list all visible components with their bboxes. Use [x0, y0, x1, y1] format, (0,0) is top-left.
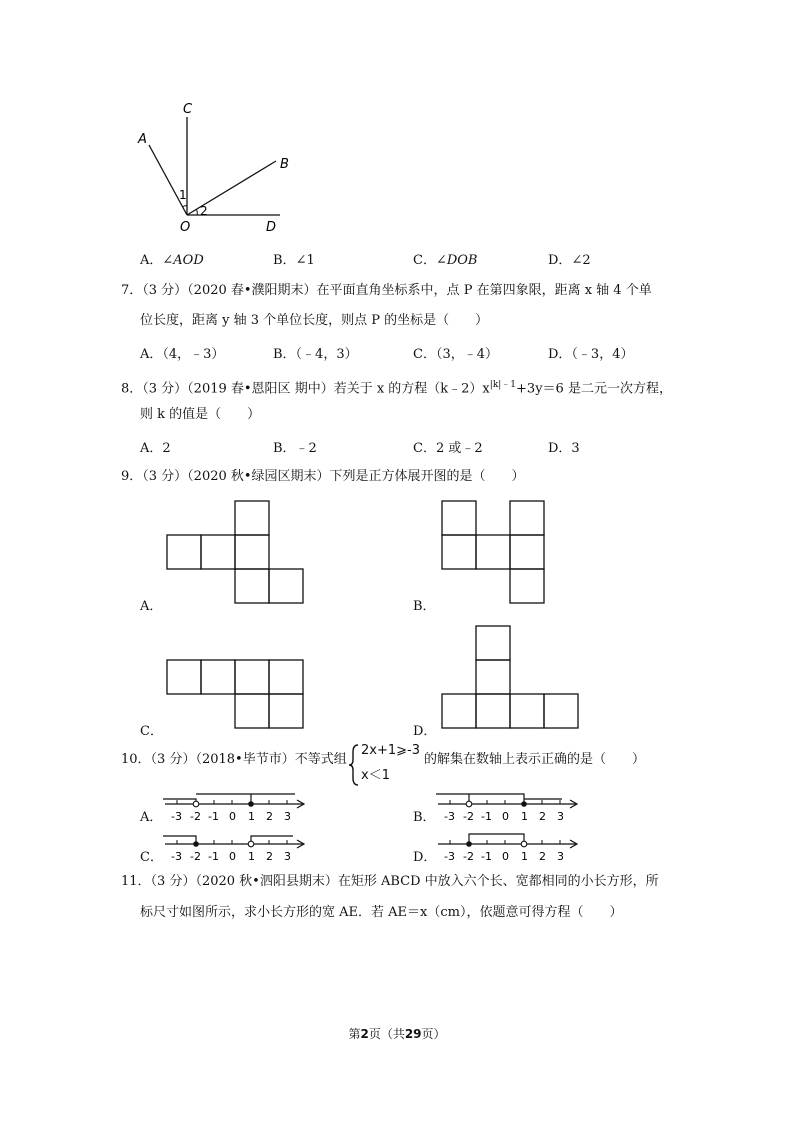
q9-label-a: A．: [140, 599, 163, 614]
svg-text:3: 3: [284, 850, 291, 863]
open-point-d: [521, 841, 527, 847]
svg-text:2: 2: [266, 810, 273, 823]
svg-text:-2: -2: [463, 810, 474, 823]
q6-option-c: C．∠DOB: [413, 253, 478, 268]
svg-text:2: 2: [266, 850, 273, 863]
q8-option-a: A．2: [140, 441, 171, 456]
svg-text:-1: -1: [208, 810, 219, 823]
svg-text:-1: -1: [481, 810, 492, 823]
q7-option-a: A．（4，﹣3）: [140, 347, 225, 362]
label-2: 2: [200, 204, 208, 218]
svg-text:-1: -1: [208, 850, 219, 863]
solution-bracket-a: [163, 794, 295, 804]
svg-text:2: 2: [539, 850, 546, 863]
q11-line1: 11．（3 分）（2020 秋•泗阳县期末）在矩形 ABCD 中放入六个长、宽都相同的小长方形，所: [121, 874, 659, 889]
q10-prefix: 10．（3 分）（2018•毕节市）不等式组: [121, 752, 347, 767]
solution-bracket-d: [469, 834, 524, 844]
open-point-c: [248, 841, 254, 847]
q10-label-c: C．: [140, 850, 163, 865]
label-1: 1: [179, 188, 187, 202]
q10-inequality-1: 2x+1⩾-3: [361, 743, 420, 758]
q8-suffix: +3y＝6 是二元一次方程，: [516, 381, 672, 397]
cube-net-c: [166, 659, 306, 731]
svg-text:3: 3: [557, 850, 564, 863]
q8-prefix: 8．（3 分）（2019 春•恩阳区 期中）若关于 x 的方程（k﹣2）x: [121, 381, 490, 397]
q8-line1: [121, 374, 672, 400]
svg-text:0: 0: [502, 810, 509, 823]
page-total: 29: [404, 1027, 422, 1041]
number-line-b: [436, 790, 581, 822]
svg-text:0: 0: [229, 810, 236, 823]
svg-text:2: 2: [539, 810, 546, 823]
label-b: B: [280, 157, 289, 172]
number-line-a: [163, 790, 308, 822]
svg-text:0: 0: [229, 850, 236, 863]
svg-text:3: 3: [557, 810, 564, 823]
q9-label-b: B．: [413, 599, 436, 614]
q8-exponent: |k|﹣1: [489, 380, 517, 390]
q6-option-d: D．∠2: [548, 253, 591, 268]
q8-option-c: C．2 或﹣2: [413, 441, 483, 456]
q8-line2: 则 k 的值是（ ）: [140, 407, 261, 422]
closed-point-a: [248, 801, 254, 807]
svg-text:-3: -3: [171, 850, 182, 863]
label-d: D: [266, 220, 277, 235]
closed-point-b: [521, 801, 527, 807]
cube-net-b: [441, 500, 551, 605]
number-line-c: [163, 830, 308, 862]
angle-figure: [130, 95, 300, 240]
q9-label-c: C．: [140, 724, 163, 739]
cube-net-a: [166, 500, 306, 605]
q6-option-a: A．∠AOD: [140, 253, 204, 268]
q10-label-b: B．: [413, 810, 436, 825]
number-line-d: [436, 830, 581, 862]
open-point-b: [466, 801, 472, 807]
q10-suffix: 的解集在数轴上表示正确的是（ ）: [424, 752, 646, 767]
q7-option-d: D．（﹣3，4）: [548, 347, 634, 362]
svg-text:-3: -3: [444, 810, 455, 823]
svg-text:1: 1: [521, 810, 528, 823]
svg-text:-2: -2: [190, 850, 201, 863]
svg-text:-2: -2: [190, 810, 201, 823]
svg-text:-3: -3: [444, 850, 455, 863]
q8-option-b: B．﹣2: [273, 441, 317, 456]
q7-option-c: C．（3，﹣4）: [413, 347, 498, 362]
closed-point-c: [193, 841, 199, 847]
q7-option-b: B．（﹣4，3）: [273, 347, 358, 362]
page-footer: 第2页（共29页）: [348, 1027, 446, 1041]
svg-text:-3: -3: [171, 810, 182, 823]
q7-line2: 位长度，距离 y 轴 3 个单位长度，则点 P 的坐标是（ ）: [140, 313, 489, 328]
ray-oa: [149, 145, 187, 215]
cube-net-d: [441, 625, 581, 730]
label-a: A: [138, 132, 147, 147]
q6-option-b: B．∠1: [273, 253, 315, 268]
q7-line1: 7．（3 分）（2020 春•濮阳期末）在平面直角坐标系中，点 P 在第四象限，距离 x 轴 4 个单: [121, 283, 652, 298]
svg-text:-1: -1: [481, 850, 492, 863]
svg-text:1: 1: [521, 850, 528, 863]
label-c: C: [183, 102, 193, 117]
q9-label-d: D．: [413, 724, 437, 739]
q10-brace: [348, 744, 360, 786]
q10-label-d: D．: [413, 850, 437, 865]
q9-line1: 9．（3 分）（2020 秋•绿园区期末）下列是正方体展开图的是（ ）: [121, 469, 525, 484]
label-o: O: [180, 220, 191, 235]
solution-bracket-b: [436, 794, 562, 804]
solution-bracket-c: [163, 836, 293, 844]
svg-text:1: 1: [248, 810, 255, 823]
svg-text:0: 0: [502, 850, 509, 863]
svg-text:1: 1: [248, 850, 255, 863]
q10-label-a: A．: [140, 810, 163, 825]
page-number: 2: [360, 1027, 369, 1041]
q10-inequality-2: x＜1: [361, 768, 390, 783]
closed-point-d: [466, 841, 472, 847]
open-point-a: [193, 801, 199, 807]
svg-text:3: 3: [284, 810, 291, 823]
q11-line2: 标尺寸如图所示，求小长方形的宽 AE．若 AE＝x（cm），依题意可得方程（ ）: [140, 905, 623, 920]
svg-text:-2: -2: [463, 850, 474, 863]
q8-option-d: D．3: [548, 441, 580, 456]
angle-2-arc: [196, 209, 197, 215]
